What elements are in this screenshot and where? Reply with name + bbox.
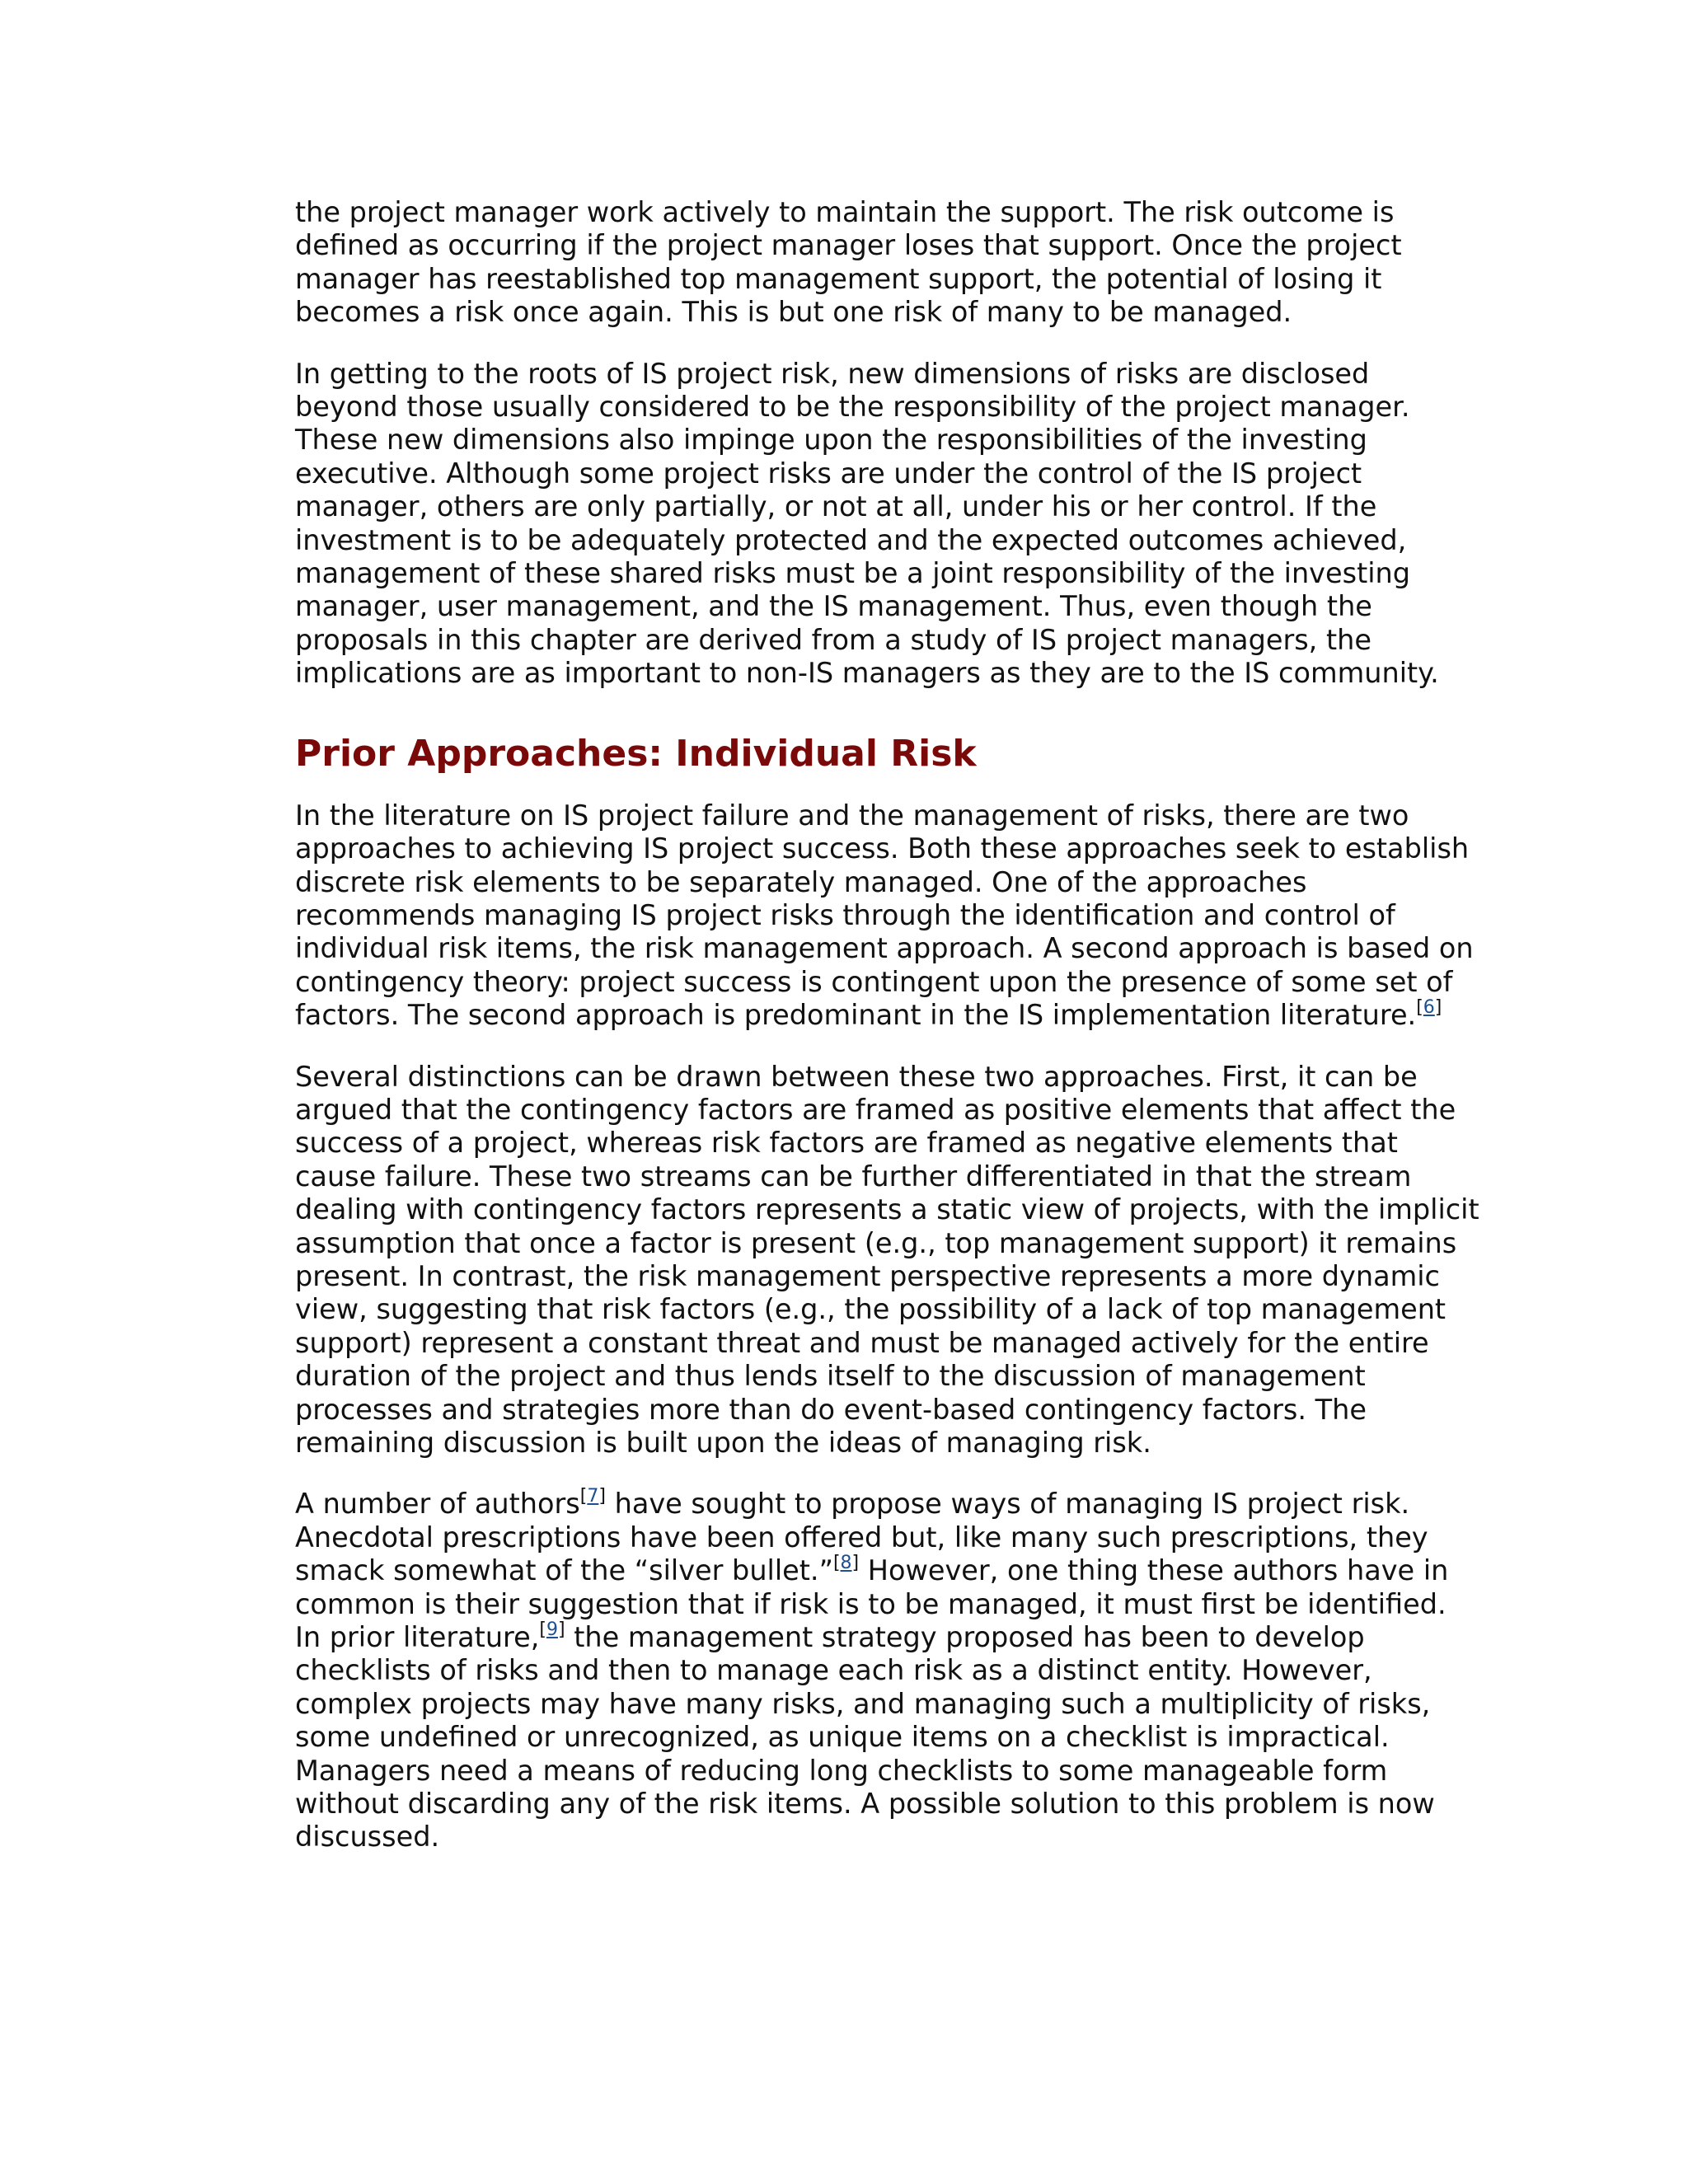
text-line: argued that the contingency factors are framed as positive elements that affect the bbox=[295, 1093, 1456, 1126]
text-line: becomes a risk once again. This is but one risk of many to be managed. bbox=[295, 296, 1292, 329]
text-line bbox=[295, 1554, 1489, 1587]
footnote-ref-6[interactable]: [6] bbox=[1416, 997, 1442, 1019]
text-segment: have sought to propose ways of managing IS project risk. bbox=[605, 1488, 1410, 1521]
text-segment: In prior literature, bbox=[295, 1621, 540, 1654]
footnote-link-7[interactable]: 7 bbox=[587, 1486, 599, 1507]
text-line: some undefined or unrecognized, as unique items on a checklist is impractical. bbox=[295, 1721, 1390, 1754]
text-segment: However, one thing these authors have in bbox=[859, 1554, 1449, 1587]
text-line: remaining discussion is built upon the ideas of managing risk. bbox=[295, 1427, 1151, 1459]
text-line: individual risk items, the risk management approach. A second approach is based on bbox=[295, 932, 1474, 965]
text-line: proposals in this chapter are derived from a study of IS project managers, the bbox=[295, 623, 1372, 656]
text-line: approaches to achieving IS project success. Both these approaches seek to establish bbox=[295, 832, 1470, 865]
footnote-link-9[interactable]: 9 bbox=[546, 1619, 558, 1641]
text-line: management of these shared risks must be a joint responsibility of the investing bbox=[295, 557, 1411, 590]
footnote-ref-9[interactable]: [9] bbox=[539, 1619, 565, 1641]
text-line: implications are as important to non-IS managers as they are to the IS community. bbox=[295, 657, 1439, 690]
paragraph-1 bbox=[295, 196, 1489, 330]
text-line: investment is to be adequately protected and the expected outcomes achieved, bbox=[295, 523, 1407, 556]
text-line: manager, user management, and the IS management. Thus, even though the bbox=[295, 590, 1372, 623]
text-line: assumption that once a factor is present (e.g., top management support) it remains bbox=[295, 1226, 1457, 1259]
text-line: Anecdotal prescriptions have been offered but, like many such prescriptions, they bbox=[295, 1521, 1428, 1554]
text-line: discussed. bbox=[295, 1821, 440, 1854]
text-line: cause failure. These two streams can be further differentiated in that the stream bbox=[295, 1160, 1412, 1193]
footnote-link-6[interactable]: 6 bbox=[1423, 997, 1435, 1019]
text-line: duration of the project and thus lends itself to the discussion of management bbox=[295, 1360, 1366, 1393]
text-line: success of a project, whereas risk factors are framed as negative elements that bbox=[295, 1127, 1398, 1160]
footnote-link-8[interactable]: 8 bbox=[840, 1553, 852, 1574]
document-page bbox=[295, 196, 1489, 1882]
text-line: In the literature on IS project failure and the management of risks, there are two bbox=[295, 799, 1409, 832]
text-line: dealing with contingency factors represents a static view of projects, with the implicit bbox=[295, 1193, 1479, 1226]
text-line: In getting to the roots of IS project risk, new dimensions of risks are disclosed bbox=[295, 357, 1370, 390]
text-line: beyond those usually considered to be the responsibility of the project manager. bbox=[295, 391, 1410, 424]
text-line: Managers need a means of reducing long checklists to some manageable form bbox=[295, 1754, 1388, 1787]
text-line: without discarding any of the risk items. A possible solution to this problem is now bbox=[295, 1788, 1435, 1821]
text-segment: A number of authors bbox=[295, 1488, 580, 1521]
paragraph-2 bbox=[295, 358, 1489, 691]
text-line: common is their suggestion that if risk is to be managed, it must first be identified. bbox=[295, 1587, 1447, 1620]
text-line: manager, others are only partially, or not at all, under his or her control. If the bbox=[295, 490, 1377, 523]
text-line: checklists of risks and then to manage each risk as a distinct entity. However, bbox=[295, 1654, 1372, 1687]
text-line: contingency theory: project success is contingent upon the presence of some set of bbox=[295, 965, 1453, 998]
text-line: Several distinctions can be drawn between these two approaches. First, it can be bbox=[295, 1060, 1418, 1093]
text-line: executive. Although some project risks are under the control of the IS project bbox=[295, 457, 1362, 490]
text-line: defined as occurring if the project manager loses that support. Once the project bbox=[295, 229, 1402, 262]
text-line: manager has reestablished top management support, the potential of losing it bbox=[295, 262, 1382, 295]
text-line bbox=[295, 1488, 1489, 1521]
text-line bbox=[295, 1621, 1489, 1654]
text-line: discrete risk elements to be separately managed. One of the approaches bbox=[295, 865, 1307, 898]
text-segment: smack somewhat of the “silver bullet.” bbox=[295, 1554, 833, 1587]
text-line: the project manager work actively to maintain the support. The risk outcome is bbox=[295, 196, 1395, 228]
footnote-ref-8[interactable]: [8] bbox=[832, 1553, 860, 1574]
text-line: These new dimensions also impinge upon the responsibilities of the investing bbox=[295, 424, 1367, 457]
text-segment: factors. The second approach is predominant in the IS implementation literature. bbox=[295, 999, 1417, 1032]
paragraph-5 bbox=[295, 1488, 1489, 1854]
text-line: view, suggesting that risk factors (e.g., the possibility of a lack of top management bbox=[295, 1293, 1447, 1326]
section-heading: Prior Approaches: Individual Risk bbox=[295, 732, 977, 775]
text-line: processes and strategies more than do event-based contingency factors. The bbox=[295, 1393, 1367, 1426]
text-segment: the management strategy proposed has been to develop bbox=[565, 1621, 1365, 1654]
text-line: support) represent a constant threat and must be managed actively for the entire bbox=[295, 1326, 1429, 1359]
paragraph-4 bbox=[295, 1061, 1489, 1460]
text-line bbox=[295, 999, 1489, 1032]
text-line: present. In contrast, the risk management perspective represents a more dynamic bbox=[295, 1259, 1440, 1292]
text-line: complex projects may have many risks, and managing such a multiplicity of risks, bbox=[295, 1687, 1431, 1720]
footnote-ref-7[interactable]: [7] bbox=[579, 1486, 606, 1507]
paragraph-3 bbox=[295, 799, 1489, 1033]
text-line: recommends managing IS project risks through the identification and control of bbox=[295, 898, 1395, 931]
